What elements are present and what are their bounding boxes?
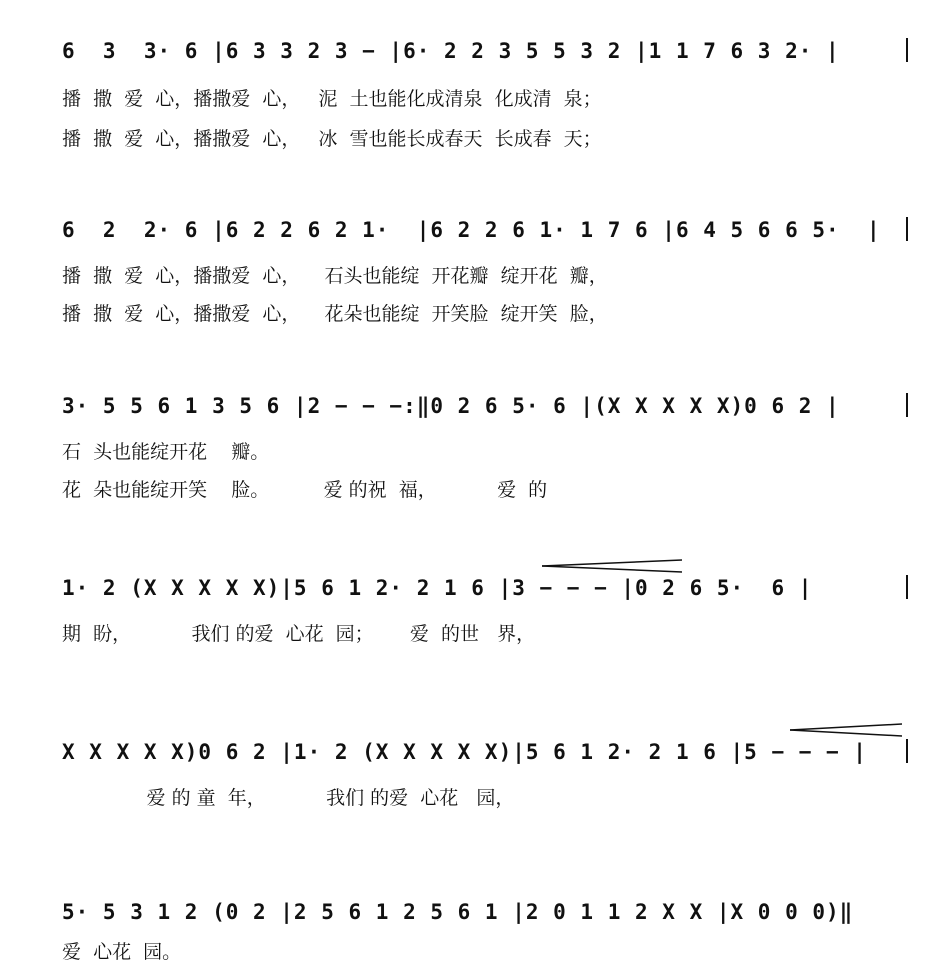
crescendo-hairpin	[542, 559, 682, 573]
lyric-verse-1: 播 撒 爱 心，播撒爱 心， 泥 土也能化成清泉 化成清 泉；	[62, 88, 602, 110]
barline	[906, 575, 908, 599]
notation-line: X X X X X)0 6 2 |1· 2 (X X X X X)|5 6 1 2· 2 1 6 |5 − − − |	[62, 740, 867, 764]
crescendo-hairpin	[790, 723, 902, 737]
notation-line: 1· 2 (X X X X X)|5 6 1 2· 2 1 6 |3 − − − |0 2 6 5· 6 |	[62, 576, 813, 600]
lyric-verse-1: 爱 心花 园。	[62, 941, 182, 963]
lyric-verse-1: 爱 的 童 年， 我们 的爱 心花 园，	[62, 787, 515, 809]
barline	[906, 393, 908, 417]
lyric-verse-2: 播 撒 爱 心，播撒爱 心， 冰 雪也能长成春天 长成春 天；	[62, 128, 602, 150]
notation-line: 5· 5 3 1 2 (0 2 |2 5 6 1 2 5 6 1 |2 0 1 1 2 X X |X 0 0 0)‖	[62, 900, 854, 924]
lyric-verse-1: 期 盼， 我们 的爱 心花 园； 爱 的世 界，	[62, 623, 536, 645]
notation-line: 3· 5 5 6 1 3 5 6 |2 − − −:‖0 2 6 5· 6 |(X X X X X)0 6 2 |	[62, 394, 840, 418]
lyric-verse-2: 花 朵也能绽开笑 脸。 爱 的祝 福， 爱 的	[62, 479, 548, 501]
lyric-verse-1: 播 撒 爱 心，播撒爱 心， 石头也能绽 开花瓣 绽开花 瓣，	[62, 265, 608, 287]
notation-line: 6 2 2· 6 |6 2 2 6 2 1· |6 2 2 6 1· 1 7 6 |6 4 5 6 6 5· |	[62, 218, 881, 242]
notation-line: 6 3 3· 6 |6 3 3 2 3 − |6· 2 2 3 5 5 3 2 |1 1 7 6 3 2· |	[62, 39, 840, 63]
barline	[906, 217, 908, 241]
barline	[906, 38, 908, 62]
barline	[906, 739, 908, 763]
lyric-verse-2: 播 撒 爱 心，播撒爱 心， 花朵也能绽 开笑脸 绽开笑 脸，	[62, 303, 608, 325]
lyric-verse-1: 石 头也能绽开花 瓣。	[62, 441, 270, 463]
